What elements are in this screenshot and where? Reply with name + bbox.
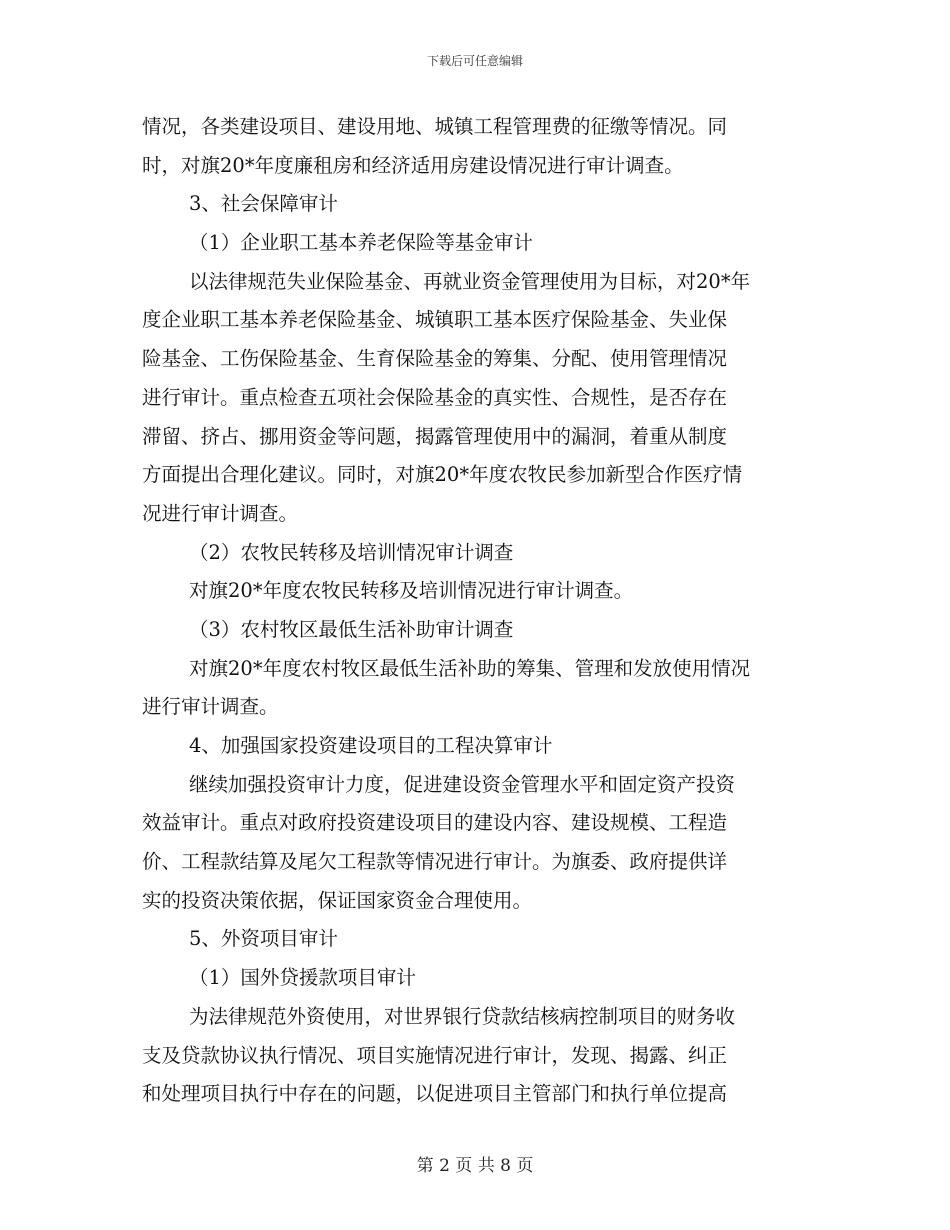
subsection-heading: （1）国外贷援款项目审计 — [189, 966, 416, 990]
page-number: 第 2 页 共 8 页 — [416, 1156, 534, 1176]
body-line: 价、工程款结算及尾欠工程款等情况进行审计。为旗委、政府提供详 — [142, 850, 728, 874]
body-line: 进行审计调查。 — [142, 695, 279, 719]
body-line: 度企业职工基本养老保险基金、城镇职工基本医疗保险基金、失业保 — [142, 308, 728, 332]
page-header-note: 下载后可任意编辑 — [426, 54, 523, 68]
body-line: 进行审计。重点检查五项社会保险基金的真实性、合规性，是否存在 — [142, 385, 728, 409]
body-line: 滞留、挤占、挪用资金等问题，揭露管理使用中的漏洞，着重从制度 — [142, 424, 728, 448]
body-line: 继续加强投资审计力度，促进建设资金管理水平和固定资产投资 — [189, 772, 736, 796]
subsection-heading: （2）农牧民转移及培训情况审计调查 — [189, 540, 514, 564]
body-line: 和处理项目执行中存在的问题，以促进项目主管部门和执行单位提高 — [142, 1082, 728, 1106]
body-line: 以法律规范失业保险基金、再就业资金管理使用为目标，对20*年 — [189, 269, 751, 293]
body-line: 险基金、工伤保险基金、生育保险基金的筹集、分配、使用管理情况 — [142, 347, 728, 371]
document-body — [142, 108, 822, 1114]
body-line: 实的投资决策依据，保证国家资金合理使用。 — [142, 888, 533, 912]
subsection-heading: （3）农村牧区最低生活补助审计调查 — [189, 617, 514, 641]
body-line: 情况，各类建设项目、建设用地、城镇工程管理费的征缴等情况。同 — [142, 115, 728, 138]
section-heading: 5、外资项目审计 — [189, 927, 338, 951]
body-line: 对旗20*年度农村牧区最低生活补助的筹集、管理和发放使用情况 — [189, 656, 751, 680]
subsection-heading: （1）企业职工基本养老保险等基金审计 — [189, 231, 533, 255]
body-line: 效益审计。重点对政府投资建设项目的建设内容、建设规模、工程造 — [142, 811, 728, 835]
body-line: 方面提出合理化建议。同时，对旗20*年度农牧民参加新型合作医疗情 — [142, 463, 743, 487]
body-line: 为法律规范外资使用，对世界银行贷款结核病控制项目的财务收 — [189, 1004, 736, 1028]
body-line: 对旗20*年度农牧民转移及培训情况进行审计调查。 — [189, 579, 634, 603]
section-heading: 4、加强国家投资建设项目的工程决算审计 — [189, 734, 553, 757]
body-line: 况进行审计调查。 — [142, 501, 299, 525]
body-line: 支及贷款协议执行情况、项目实施情况进行审计，发现、揭露、纠正 — [142, 1043, 728, 1067]
section-heading: 3、社会保障审计 — [189, 192, 338, 216]
body-line: 时，对旗20*年度廉租房和经济适用房建设情况进行审计调查。 — [142, 153, 684, 177]
